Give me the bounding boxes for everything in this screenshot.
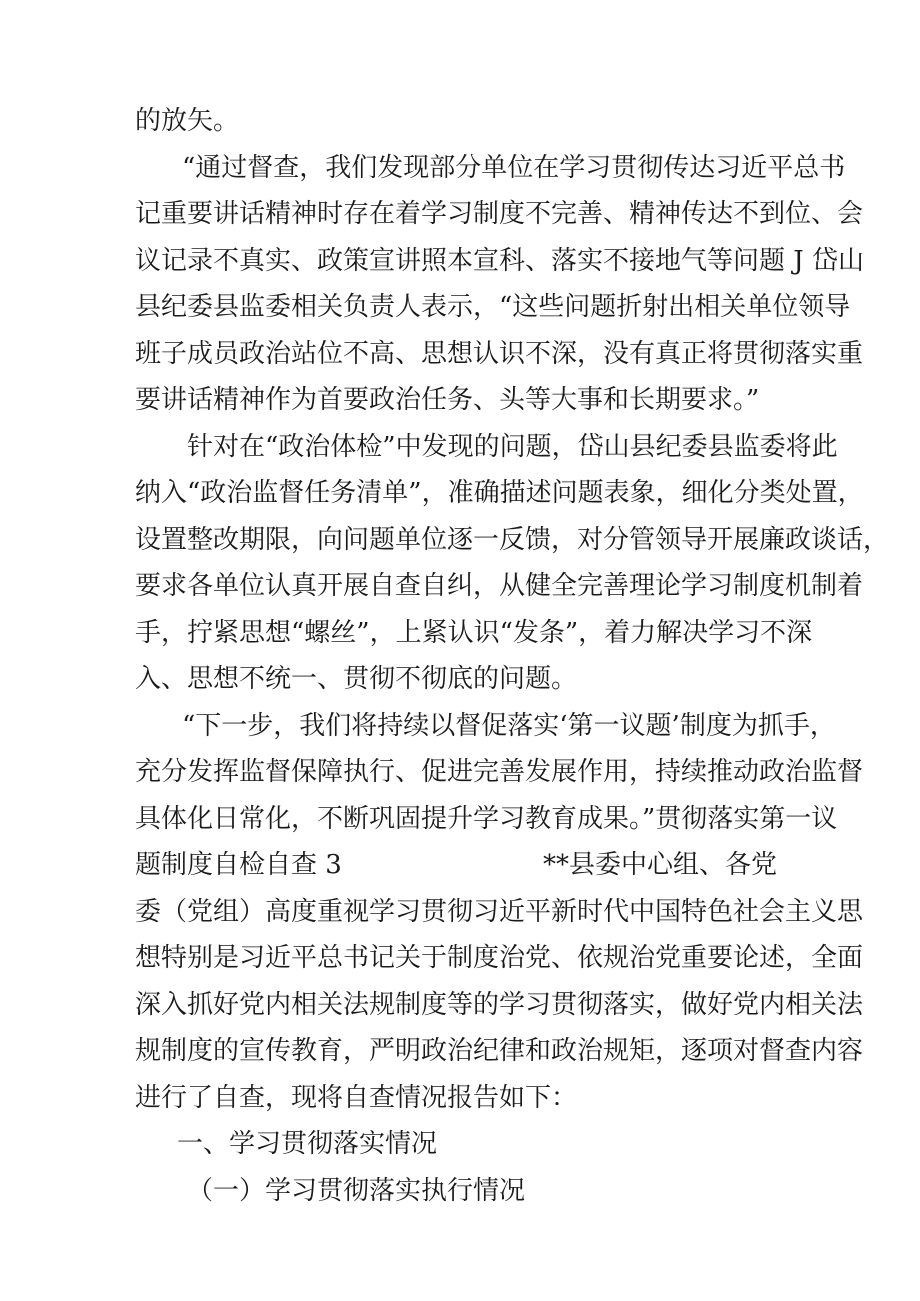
text-line: 规制度的宣传教育，严明政治纪律和政治规矩，逐项对督查内容	[135, 1036, 864, 1066]
text-line: 题制度自检自查 3	[135, 850, 342, 880]
text-line: 县纪委县监委相关负责人表示，“这些问题折射出相关单位领导	[135, 292, 851, 322]
text-line: 要求各单位认真开展自查自纠，从健全完善理论学习制度机制着	[135, 571, 864, 601]
text-line: 纳入“政治监督任务清单”，准确描述问题表象，细化分类处置，	[135, 478, 864, 508]
section-heading: 一、学习贯彻落实情况	[177, 1129, 438, 1159]
text-line: 深入抓好党内相关法规制度等的学习贯彻落实，做好党内相关法	[135, 990, 864, 1020]
text-line: 针对在“政治体检”中发现的问题，岱山县纪委县监委将此	[187, 432, 838, 462]
text-line: “下一步，我们将持续以督促落实‘第一议题’制度为抓手，	[182, 711, 836, 741]
text-line: 想特别是习近平总书记关于制度治党、依规治党重要论述，全面	[135, 943, 864, 973]
text-line: “通过督查，我们发现部分单位在学习贯彻传达习近平总书	[182, 153, 846, 183]
text-line: 委（党组）高度重视学习贯彻习近平新时代中国特色社会主义思	[135, 897, 864, 927]
text-line: 手，拧紧思想“螺丝”，上紧认识“发条”，着力解决学习不深	[135, 618, 813, 648]
text-line: 进行了自查，现将自查情况报告如下：	[135, 1083, 578, 1113]
subsection-heading: （一）学习贯彻落实执行情况	[187, 1176, 526, 1206]
text-line: 具体化日常化，不断巩固提升学习教育成果。”贯彻落实第一议	[135, 804, 838, 834]
text-line: 的放矢。	[135, 106, 240, 136]
text-line: 议记录不真实、政策宣讲照本宣科、落实不接地气等问题 J 岱山	[135, 246, 864, 276]
text-line: 要讲话精神作为首要政治任务、头等大事和长期要求。”	[135, 385, 760, 415]
text-line: 班子成员政治站位不高、思想认识不深，没有真正将贯彻落实重	[135, 339, 864, 369]
text-line: 记重要讲话精神时存在着学习制度不完善、精神传达不到位、会	[135, 199, 864, 229]
text-line: 设置整改期限，向问题单位逐一反馈，对分管领导开展廉政谈话，	[135, 525, 890, 555]
text-line: **县委中心组、各党	[543, 850, 778, 880]
text-line: 充分发挥监督保障执行、促进完善发展作用，持续推动政治监督	[135, 757, 864, 787]
text-line: 入、思想不统一、贯彻不彻底的问题。	[135, 664, 578, 694]
